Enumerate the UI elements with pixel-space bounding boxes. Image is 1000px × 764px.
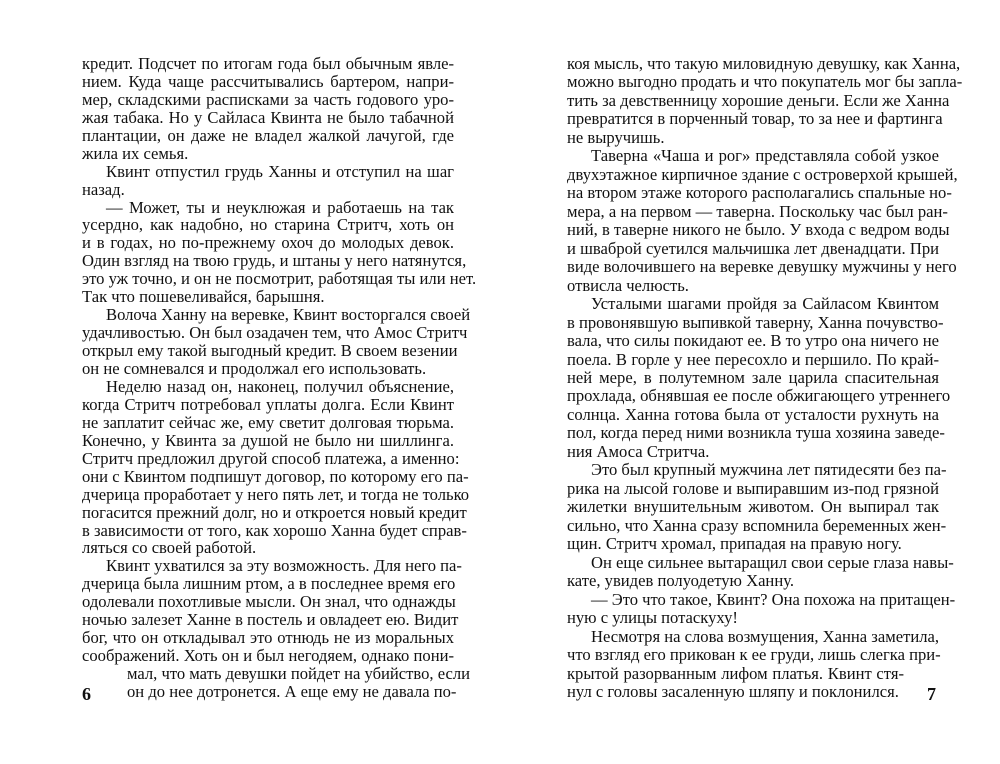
text-line: ний, в таверне никого не было. У входа с ведром воды (567, 220, 950, 240)
text-line: сильно, что Ханна сразу вспомнила беременных жен- (567, 515, 947, 535)
text-line: мал, что мать девушки пойдет на убийство, если (127, 664, 471, 684)
text-line: коя мысль, что такую миловидную девушку, как Ханна, (567, 54, 961, 73)
text-line: тить за девственницу хорошие деньги. Если же Ханна (567, 90, 950, 110)
text-line: Квинт ухватился за эту возможность. Для него па- (106, 556, 462, 576)
right-page (500, 0, 1000, 764)
text-line: ночью залезет Ханне в постель и овладеет ею. Видит (82, 610, 459, 630)
text-line: Усталыми шагами пройдя за Сайласом Квинтом (591, 294, 939, 314)
text-line: Один взгляд на твою грудь, и штаны у него натянутся, (82, 251, 467, 271)
text-line: в провонявшую выпивкой таверну, Ханна почувство- (567, 312, 944, 332)
text-line: когда Стритч потребовал уплаты долга. Если Квинт (82, 394, 454, 414)
text-line: виде волочившего на веревке девушку мужчины у него (567, 257, 957, 277)
text-line: одолевали похотливые мысли. Он знал, что однажды (82, 592, 456, 612)
text-line: вала, что силы покидают ее. В то утро она ничего не (567, 331, 939, 351)
text-line: бог, что он откладывал это отнюдь не из моральных (82, 628, 454, 648)
text-line: не заплатит сейчас же, ему светит долговая тюрьма. (82, 412, 454, 432)
text-line: что взгляд его прикован к ее груди, лишь слегка при- (567, 645, 941, 665)
text-line: Это был крупный мужчина лет пятидесяти без па- (591, 460, 947, 480)
text-line: щин. Стритч хромал, припадая на правую ногу. (567, 534, 902, 554)
text-line: двухэтажное кирпичное здание с островерхой крышей, (567, 164, 958, 184)
text-line: это уж точно, и он не посмотрит, работящая ты или нет. (82, 269, 477, 289)
text-line: усердно, как надобно, но старина Стритч, хоть он (82, 215, 454, 235)
text-line: прохлада, обнявшая ее после обжигающего утреннего (567, 386, 951, 406)
text-line: рика на лысой голове и выпиравшим из-под грязной (567, 478, 939, 498)
text-line: ную с улицы потаскуху! (567, 608, 738, 628)
text-line: назад. (82, 179, 125, 199)
text-line: — Может, ты и неуклюжая и работаешь на так (106, 197, 454, 217)
text-line: и шваброй суетился мальчишка лет двенадцати. При (567, 238, 939, 258)
text-line: дчерица была лишним ртом, а в последнее время его (82, 574, 456, 594)
text-line: дчерица проработает у него пять лет, и тогда не только (82, 484, 470, 504)
text-line: Квинт отпустил грудь Ханны и отступил на шаг (106, 161, 454, 181)
text-line: превратится в порченный товар, то за нее и фартинга (567, 109, 943, 129)
text-line: жая табака. Но у Сайласа Квинта не было табачной (82, 107, 454, 127)
text-line: мера, а на первом — таверна. Поскольку час был ран- (567, 201, 948, 221)
text-line: удачливостью. Он был озадачен тем, что Амос Стритч (82, 323, 468, 343)
text-line: солнца. Ханна готова была от усталости рухнуть на (567, 404, 939, 424)
text-line: жила их семья. (82, 143, 189, 163)
text-line: жилетки внушительным животом. Он выпирал так (567, 497, 939, 517)
right-page-number: 7 (927, 684, 936, 704)
text-line: и в годах, но по-прежнему охоч до молодых девок. (82, 233, 454, 253)
text-line: погасится прежний долг, но и откроется новый кредит (82, 502, 467, 522)
text-line: пол, когда перед ними возникла туша хозяина заведе- (567, 423, 945, 443)
text-line: он не сомневался и продолжал его использовать. (82, 359, 427, 379)
text-line: Он еще сильнее вытаращил свои серые глаза навы- (591, 552, 954, 572)
text-line: Конечно, у Квинта за душой не было ни шиллинга. (82, 430, 454, 450)
text-line: в зависимости от того, как хорошо Ханна будет справ- (82, 520, 467, 540)
text-line: кредит. Подсчет по итогам года был обычным явле- (82, 54, 454, 73)
text-line: он до нее дотронется. А еще ему не давала по- (127, 682, 457, 701)
left-page-number: 6 (82, 684, 91, 704)
text-line: кате, увидев полуодетую Ханну. (567, 571, 794, 591)
text-line: они с Квинтом подпишут договор, по которому его па- (82, 466, 469, 486)
text-line: Таверна «Чаша и рог» представляла собой узкое (591, 146, 939, 166)
text-line: — Это что такое, Квинт? Она похожа на притащен- (591, 589, 956, 609)
text-line: крытой разорванным лифом платья. Квинт стя- (567, 663, 904, 683)
text-line: Стритч предложил другой способ платежа, а именно: (82, 448, 460, 468)
text-line: Волоча Ханну на веревке, Квинт восторгался своей (106, 305, 471, 325)
text-line: поела. В горле у нее пересохло и першило. По край- (567, 349, 939, 369)
text-line: Неделю назад он, наконец, получил объяснение, (106, 376, 454, 396)
text-line: ней мере, в полутемном зале царила спасительная (567, 368, 939, 387)
text-line: не выручишь. (567, 127, 665, 147)
text-line: нул с головы засаленную шляпу и поклонился. (567, 682, 899, 701)
text-line: ния Амоса Стритча. (567, 441, 710, 461)
text-line: мер, складскими расписками за часть годового уро- (82, 89, 454, 109)
text-line: отвисла челюсть. (567, 275, 689, 295)
text-line: открыл ему такой выгодный кредит. В своем везении (82, 341, 458, 361)
text-line: плантации, он даже не владел жалкой лачугой, где (82, 125, 454, 145)
text-line: Так что пошевеливайся, барышня. (82, 287, 325, 307)
text-line: на втором этаже которого располагались спальные но- (567, 183, 952, 203)
text-line: Несмотря на слова возмущения, Ханна заметила, (591, 626, 940, 646)
text-line: нием. Куда чаще рассчитывались бартером, напри- (82, 71, 454, 91)
text-line: соображений. Хоть он и был негодяем, однако пони- (82, 646, 454, 666)
text-line: можно выгодно продать и что покупатель мог бы запла- (567, 72, 963, 92)
text-line: ляться со своей работой. (82, 538, 257, 558)
